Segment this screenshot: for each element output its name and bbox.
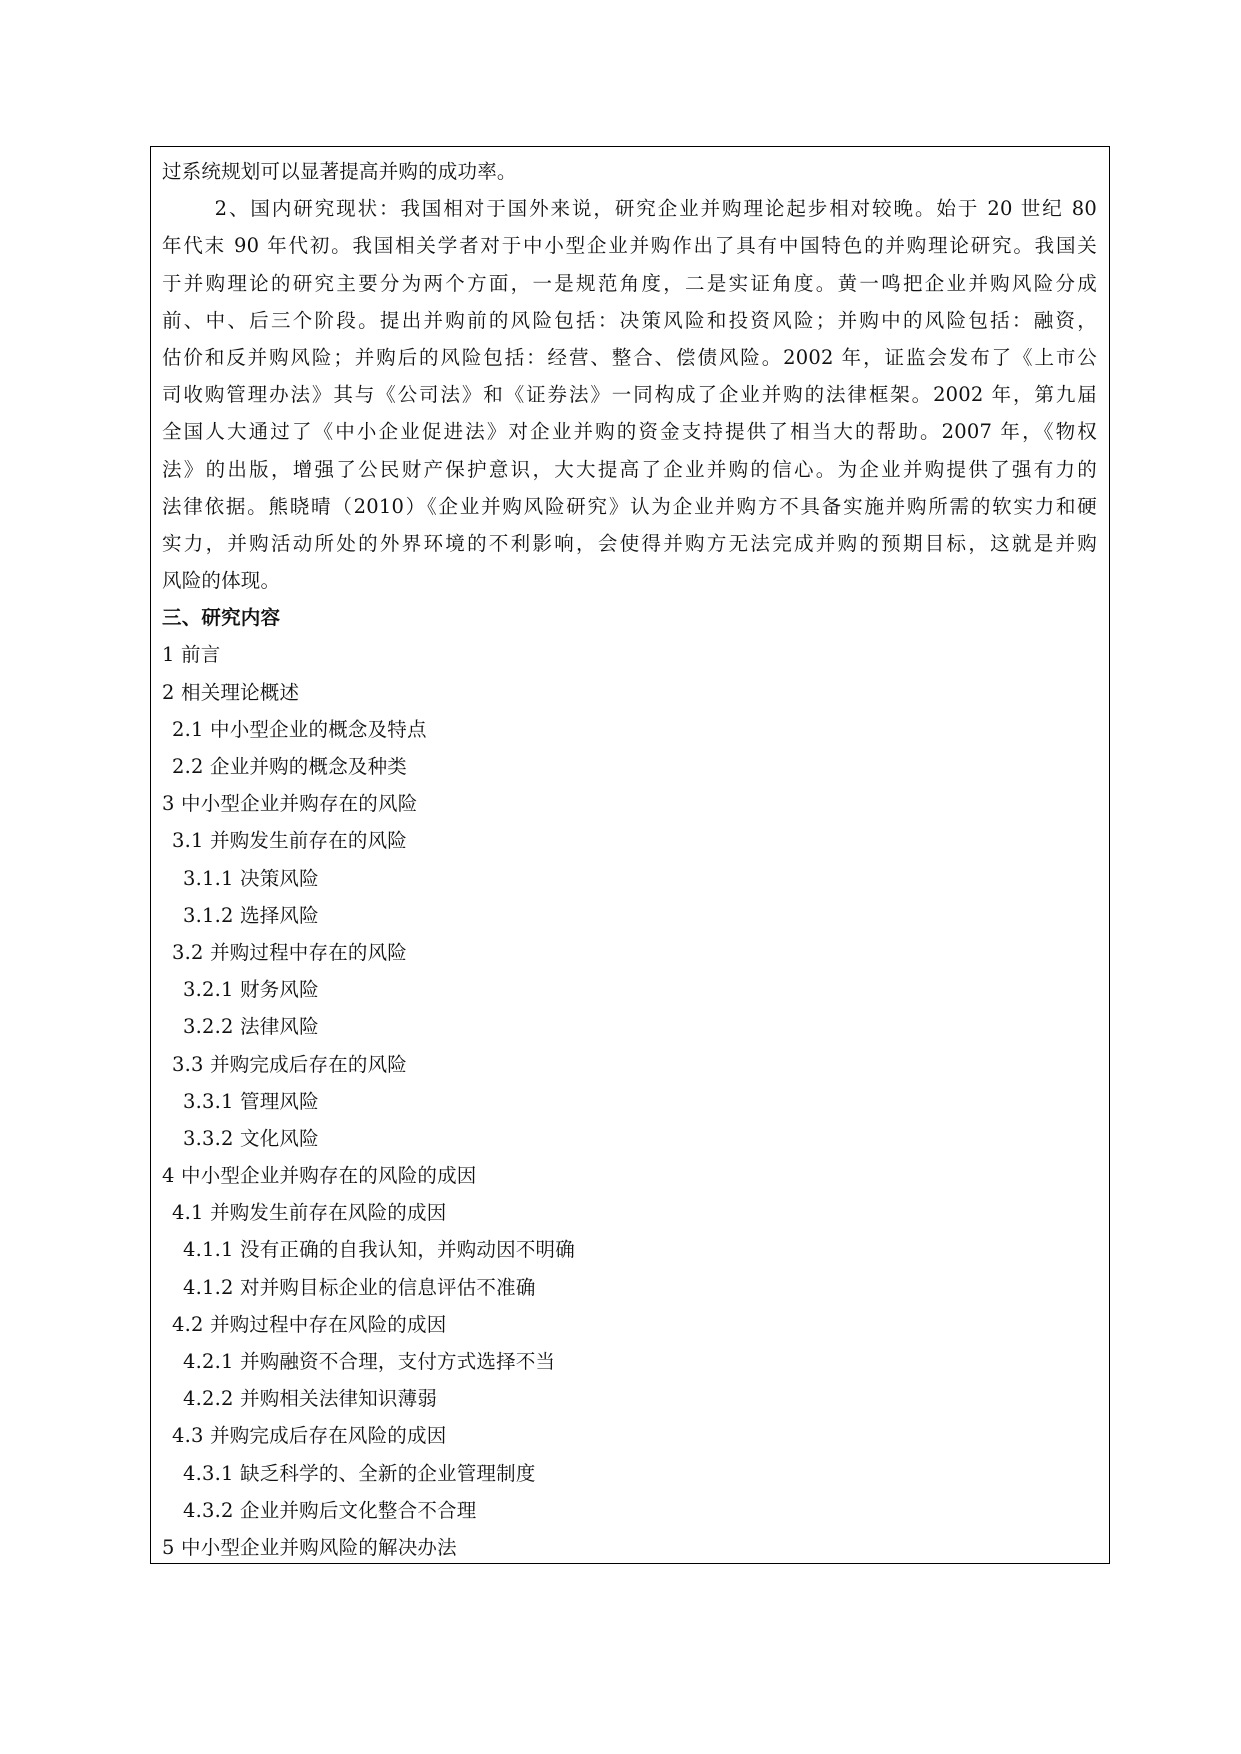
- outline-item: 3.3.2 文化风险: [183, 1126, 319, 1150]
- outline-item: 3.1.1 决策风险: [183, 866, 319, 890]
- outline-item: 1 前言: [162, 643, 221, 667]
- text-line: 司收购管理办法》其与《公司法》和《证券法》一同构成了企业并购的法律框架。2002 年，第九届: [162, 383, 1097, 407]
- outline-item: 4.3.1 缺乏科学的、全新的企业管理制度: [183, 1461, 536, 1485]
- outline-item: 3.3 并购完成后存在的风险: [172, 1052, 408, 1076]
- outline-item: 2 相关理论概述: [162, 680, 300, 704]
- text-line: 于并购理论的研究主要分为两个方面，一是规范角度，二是实证角度。黄一鸣把企业并购风险分成: [162, 271, 1097, 295]
- outline-item: 4.3.2 企业并购后文化整合不合理: [183, 1498, 477, 1522]
- text-line: 法律依据。熊晓晴（2010）《企业并购风险研究》认为企业并购方不具备实施并购所需的软实力和硬: [162, 494, 1097, 518]
- text-line: 过系统规划可以显著提高并购的成功率。: [162, 160, 517, 183]
- outline-item: 2.1 中小型企业的概念及特点: [172, 717, 427, 741]
- outline-item: 4.3 并购完成后存在风险的成因: [172, 1424, 447, 1448]
- paragraph-continuation: [162, 153, 1097, 190]
- text-line: 年代末 90 年代初。我国相关学者对于中小型企业并购作出了具有中国特色的并购理论研究。我国关: [162, 234, 1097, 258]
- text-line: 全国人大通过了《中小企业促进法》对企业并购的资金支持提供了相当大的帮助。2007 年，《物权: [162, 420, 1097, 444]
- section-heading: 三、研究内容: [162, 606, 281, 630]
- text-line: 实力，并购活动所处的外界环境的不利影响，会使得并购方无法完成并购的预期目标，这就是并购: [162, 531, 1097, 555]
- text-line: 法》的出版，增强了公民财产保护意识，大大提高了企业并购的信心。为企业并购提供了强有力的: [162, 457, 1097, 481]
- outline-item: 3.3.1 管理风险: [183, 1089, 319, 1113]
- outline-item: 3 中小型企业并购存在的风险: [162, 792, 418, 816]
- outline-item: 3.1.2 选择风险: [183, 903, 319, 927]
- paragraph-domestic-research: [162, 190, 1097, 599]
- text-line: 前、中、后三个阶段。提出并购前的风险包括：决策风险和投资风险；并购中的风险包括：融资，: [162, 308, 1097, 332]
- outline-item: 5 中小型企业并购风险的解决办法: [162, 1535, 457, 1559]
- text-line: 风险的体现。: [162, 569, 281, 593]
- outline-item: 4.2.2 并购相关法律知识薄弱: [183, 1387, 438, 1411]
- outline-item: 4.1.1 没有正确的自我认知，并购动因不明确: [183, 1238, 575, 1262]
- outline-item: 3.2.1 财务风险: [183, 978, 319, 1002]
- document-table-cell: [150, 146, 1110, 1564]
- outline-item: 4.2.1 并购融资不合理，支付方式选择不当: [183, 1350, 556, 1373]
- outline-item: 3.2.2 法律风险: [183, 1015, 319, 1039]
- outline-item: 3.2 并购过程中存在的风险: [172, 940, 408, 964]
- outline-item: 4 中小型企业并购存在的风险的成因: [162, 1164, 477, 1188]
- outline-list: [162, 636, 1097, 1566]
- outline-item: 4.1 并购发生前存在风险的成因: [172, 1201, 447, 1225]
- outline-item: 3.1 并购发生前存在的风险: [172, 829, 408, 853]
- text-line: 2、国内研究现状：我国相对于国外来说，研究企业并购理论起步相对较晚。始于 20 世纪 80: [214, 197, 1097, 221]
- outline-item: 4.1.2 对并购目标企业的信息评估不准确: [183, 1275, 536, 1299]
- text-line: 估价和反并购风险；并购后的风险包括：经营、整合、偿债风险。2002 年，证监会发布了《上市公: [162, 345, 1097, 369]
- outline-item: 4.2 并购过程中存在风险的成因: [172, 1312, 447, 1336]
- outline-item: 2.2 企业并购的概念及种类: [172, 755, 408, 778]
